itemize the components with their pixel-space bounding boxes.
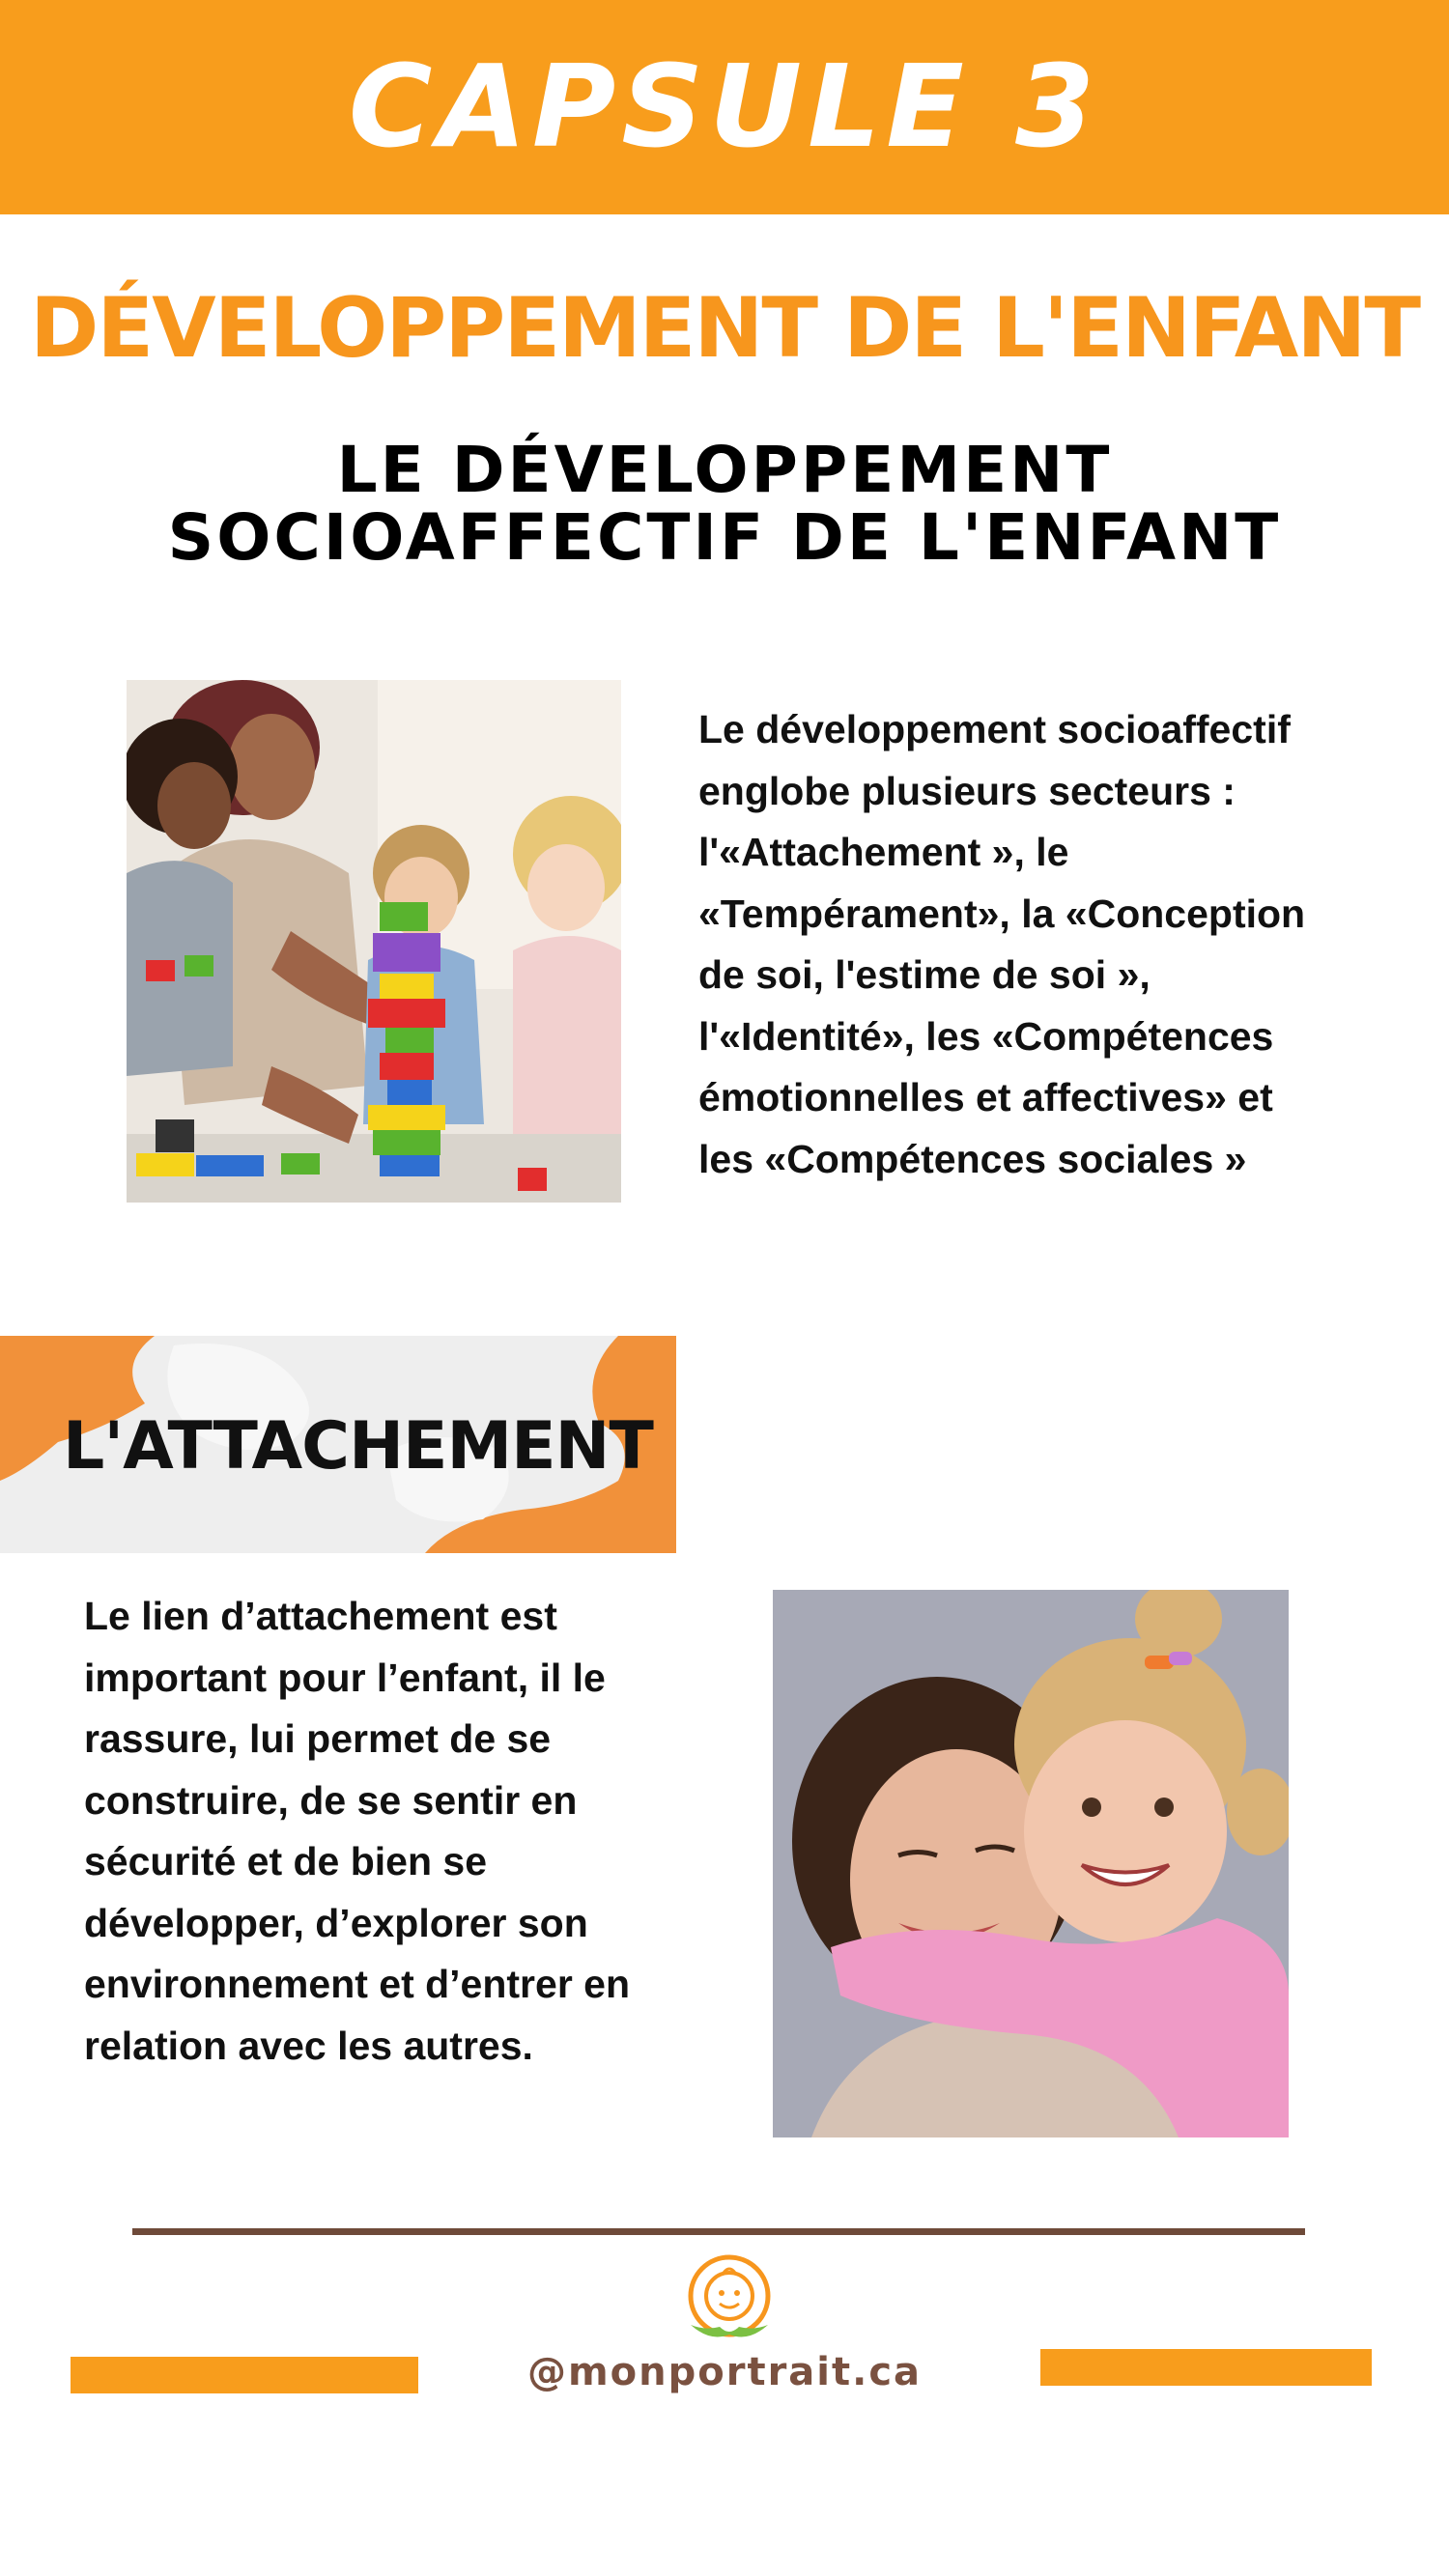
footer-bar-left — [71, 2357, 418, 2393]
monportrait-logo-icon — [681, 2253, 778, 2350]
subtitle-text: LE DÉVELOPPEMENT SOCIOAFFECTIF DE L'ENFANT — [167, 433, 1282, 575]
banner-title: CAPSULE 3 — [348, 40, 1101, 173]
header-banner — [0, 0, 1449, 214]
children-playing-blocks-photo — [127, 680, 621, 1203]
subtitle — [58, 433, 1391, 575]
intro-paragraph: Le développement socioaffectif englobe plusieurs secteurs : l'«Attachement », le «Tempérament», la «Conception de soi, l'estime de soi », l'«Identité», les «Compétences émotionnelles et affectives» et les «Compétences sociales » — [698, 707, 1306, 1181]
mother-daughter-hug-photo — [773, 1590, 1289, 2137]
page-title: DÉVELOPPEMENT DE L'ENFANT — [30, 280, 1419, 377]
attachment-paragraph: Le lien d’attachement est important pour l’enfant, il le rassure, lui permet de se construire, de se sentir en sécurité et de bien se développer, d’explorer son environnement et d’entrer en relation avec les autres. — [84, 1594, 631, 2068]
footer-handle: @monportrait.ca — [526, 2350, 923, 2394]
footer-divider — [132, 2228, 1305, 2235]
section-title: L'ATTACHEMENT — [63, 1408, 653, 1485]
footer-bar-right — [1040, 2349, 1372, 2386]
